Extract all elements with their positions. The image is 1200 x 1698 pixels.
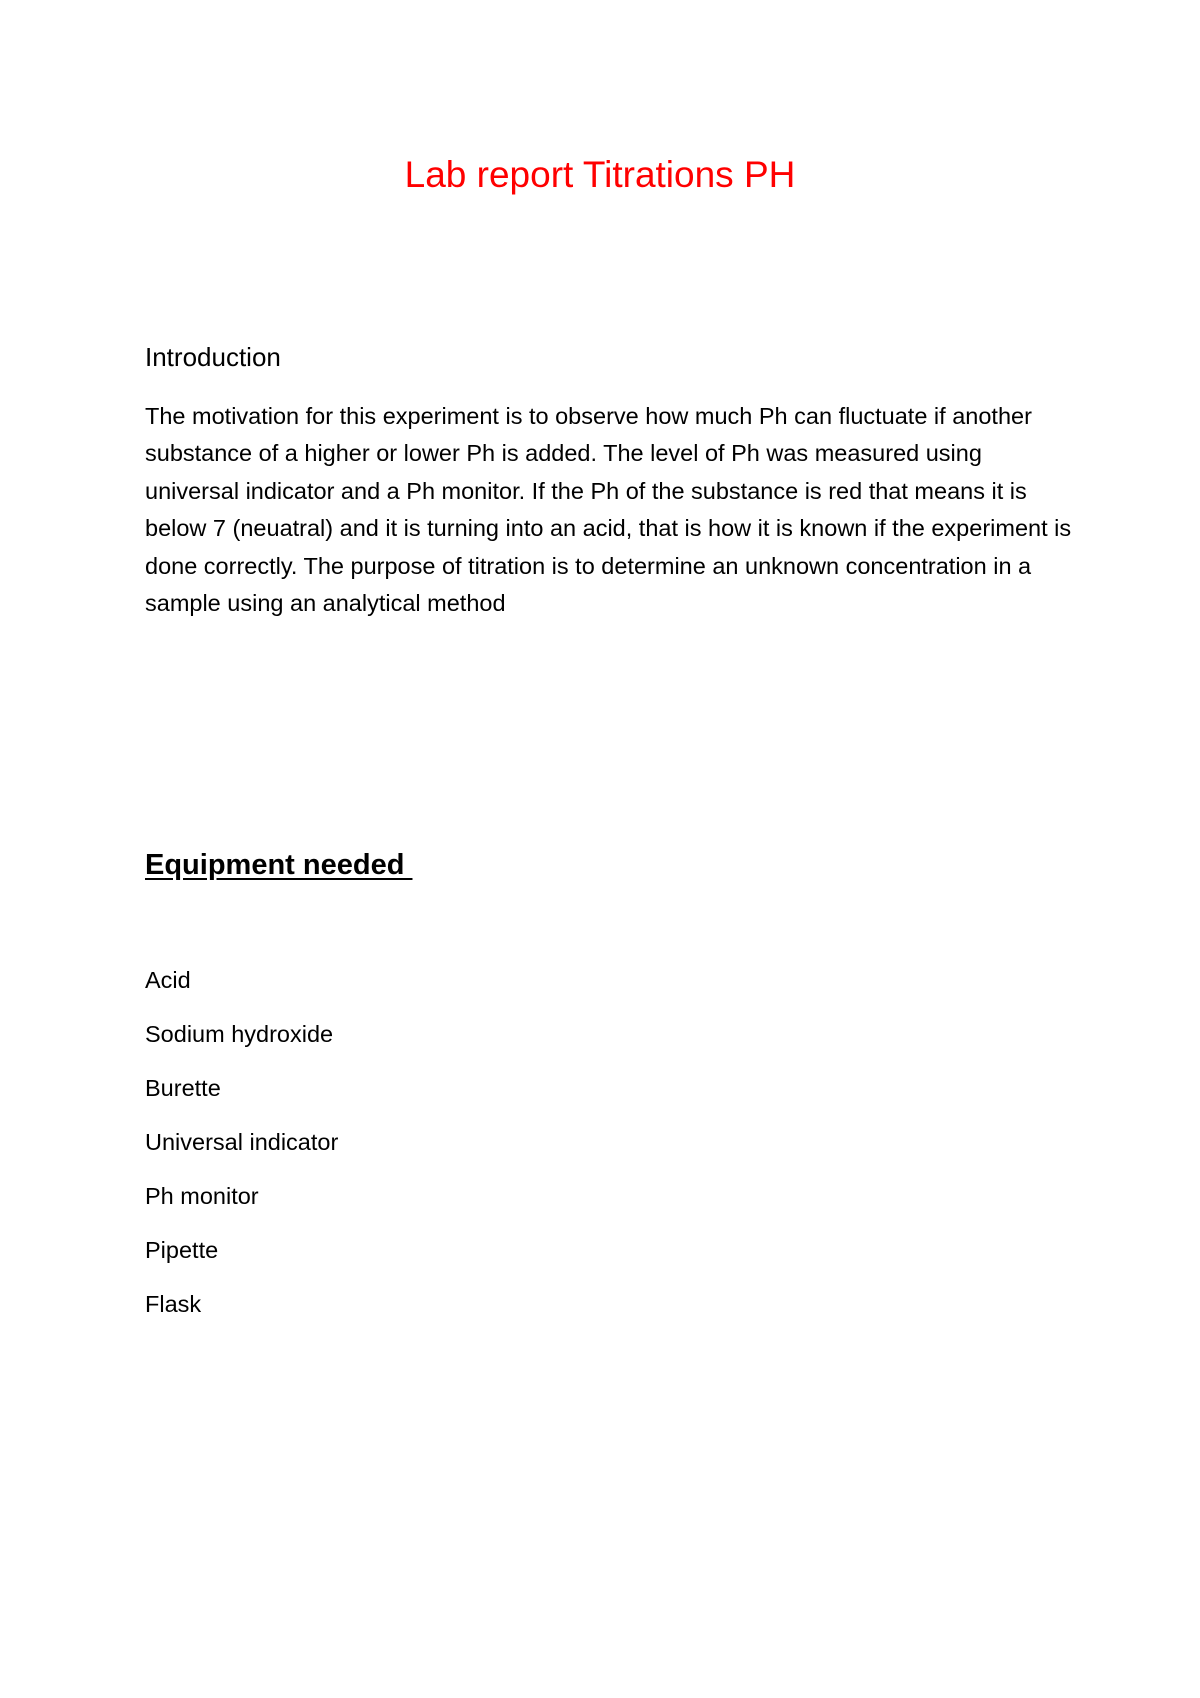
equipment-item-acid: Acid bbox=[145, 967, 191, 993]
introduction-heading: Introduction bbox=[145, 342, 281, 372]
equipment-item-flask: Flask bbox=[145, 1291, 202, 1317]
equipment-item-sodium-hydroxide: Sodium hydroxide bbox=[145, 1021, 334, 1047]
document-title: Lab report Titrations PH bbox=[404, 154, 796, 195]
equipment-item-universal-indicator: Universal indicator bbox=[145, 1129, 339, 1155]
equipment-list bbox=[145, 964, 338, 1342]
equipment-heading: Equipment needed bbox=[145, 849, 413, 881]
equipment-item-burette: Burette bbox=[145, 1075, 221, 1101]
introduction-paragraph: The motivation for this experiment is to observe how much Ph can fluctuate if another substance of a higher or lower Ph is added. The level of Ph was measured using universal indicator and a Ph monitor. If the Ph of the substance is red that means it is below 7 (neuatral) and it is turning into an acid, that is how it is known if the experiment is done correctly. The purpose of titration is to determine an unknown concentration in a sample using an analytical method bbox=[145, 403, 1072, 617]
equipment-item-pipette: Pipette bbox=[145, 1237, 219, 1263]
equipment-item-ph-monitor: Ph monitor bbox=[145, 1183, 259, 1209]
